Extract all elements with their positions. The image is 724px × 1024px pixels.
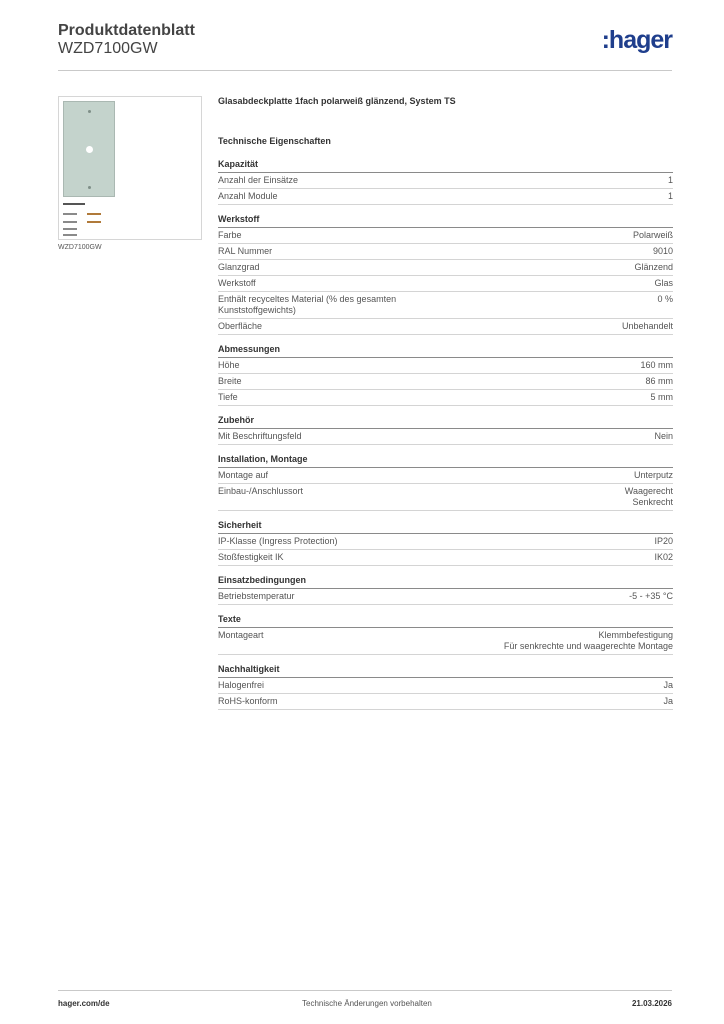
section-title: Nachhaltigkeit (218, 664, 673, 678)
product-description: Glasabdeckplatte 1fach polarweiß glänzend, System TS (218, 96, 456, 106)
property-row (218, 628, 673, 655)
property-value: IK02 (654, 552, 673, 562)
property-value: IP20 (654, 536, 673, 546)
property-value: Polarweiß (632, 230, 673, 240)
property-row (218, 694, 673, 710)
property-value: -5 - +35 °C (629, 591, 673, 601)
property-label: Halogenfrei (218, 680, 265, 690)
property-row (218, 173, 673, 189)
page-footer (58, 990, 672, 1011)
properties-title: Technische Eigenschaften (218, 136, 331, 146)
section-title: Werkstoff (218, 214, 673, 228)
property-row (218, 550, 673, 566)
property-value: 160 mm (640, 360, 673, 370)
product-image (58, 96, 202, 240)
property-label: Breite (218, 376, 242, 386)
property-label: Einbau-/Anschlussort (218, 486, 304, 496)
datasheet-content (218, 96, 673, 710)
property-label: Stoßfestigkeit IK (218, 552, 284, 562)
property-label: Farbe (218, 230, 242, 240)
product-code: WZD7100GW (58, 40, 158, 57)
section (218, 664, 673, 710)
property-label: RAL Nummer (218, 246, 273, 256)
property-row (218, 276, 673, 292)
property-row (218, 678, 673, 694)
section (218, 614, 673, 655)
property-value: Ja (663, 680, 673, 690)
property-value: 9010 (652, 246, 673, 256)
property-label: Höhe (218, 360, 240, 370)
footer-website[interactable]: hager.com/de (58, 999, 110, 1008)
property-label: Werkstoff (218, 278, 256, 288)
section-title: Zubehör (218, 415, 673, 429)
hager-logo: :hager (601, 26, 672, 54)
section (218, 214, 673, 335)
property-row (218, 228, 673, 244)
section-title: Abmessungen (218, 344, 673, 358)
section-title: Kapazität (218, 159, 673, 173)
cover-plate-image (63, 101, 115, 197)
property-value: Unterputz (633, 470, 673, 480)
image-caption: WZD7100GW (58, 244, 102, 251)
property-value: 86 mm (645, 376, 673, 386)
property-row (218, 292, 673, 319)
property-value: 0 % (657, 294, 673, 304)
property-label: Anzahl der Einsätze (218, 175, 299, 185)
property-row (218, 260, 673, 276)
property-label: Montageart (218, 630, 264, 640)
property-row (218, 534, 673, 550)
property-value: Glas (654, 278, 673, 288)
section (218, 520, 673, 566)
section-title: Sicherheit (218, 520, 673, 534)
property-value: Glänzend (634, 262, 673, 272)
property-label: IP-Klasse (Ingress Protection) (218, 536, 338, 546)
property-row (218, 189, 673, 205)
property-value: Ja (663, 696, 673, 706)
property-value: Waagerecht Senkrecht (624, 486, 673, 507)
property-label: Montage auf (218, 470, 269, 480)
section-title: Texte (218, 614, 673, 628)
property-value: 1 (667, 175, 673, 185)
property-value: Unbehandelt (621, 321, 673, 331)
property-label: Oberfläche (218, 321, 263, 331)
property-label: Glanzgrad (218, 262, 260, 272)
property-label: Anzahl Module (218, 191, 278, 201)
property-row (218, 244, 673, 260)
property-row (218, 358, 673, 374)
section (218, 415, 673, 445)
section (218, 344, 673, 406)
footer-note: Technische Änderungen vorbehalten (302, 999, 432, 1008)
document-title: Produktdatenblatt (58, 22, 195, 39)
property-sections (218, 159, 673, 710)
property-label: Tiefe (218, 392, 238, 402)
property-label: RoHS-konform (218, 696, 278, 706)
property-row (218, 374, 673, 390)
property-label: Enthält recyceltes Material (% des gesamten Kunststoffgewichts) (218, 294, 397, 315)
section (218, 159, 673, 205)
property-label: Betriebstemperatur (218, 591, 295, 601)
section-title: Installation, Montage (218, 454, 673, 468)
thumbnail-icons (63, 201, 107, 235)
property-value: 1 (667, 191, 673, 201)
section-title: Einsatzbedingungen (218, 575, 673, 589)
page-header (58, 20, 672, 71)
section (218, 575, 673, 605)
property-value: Klemmbefestigung Für senkrechte und waagerechte Montage (503, 630, 673, 651)
property-row (218, 484, 673, 511)
property-row (218, 468, 673, 484)
property-value: Nein (654, 431, 673, 441)
property-row (218, 390, 673, 406)
property-row (218, 589, 673, 605)
property-row (218, 319, 673, 335)
property-value: 5 mm (650, 392, 673, 402)
footer-date: 21.03.2026 (631, 999, 672, 1008)
section (218, 454, 673, 511)
property-label: Mit Beschriftungsfeld (218, 431, 302, 441)
property-row (218, 429, 673, 445)
